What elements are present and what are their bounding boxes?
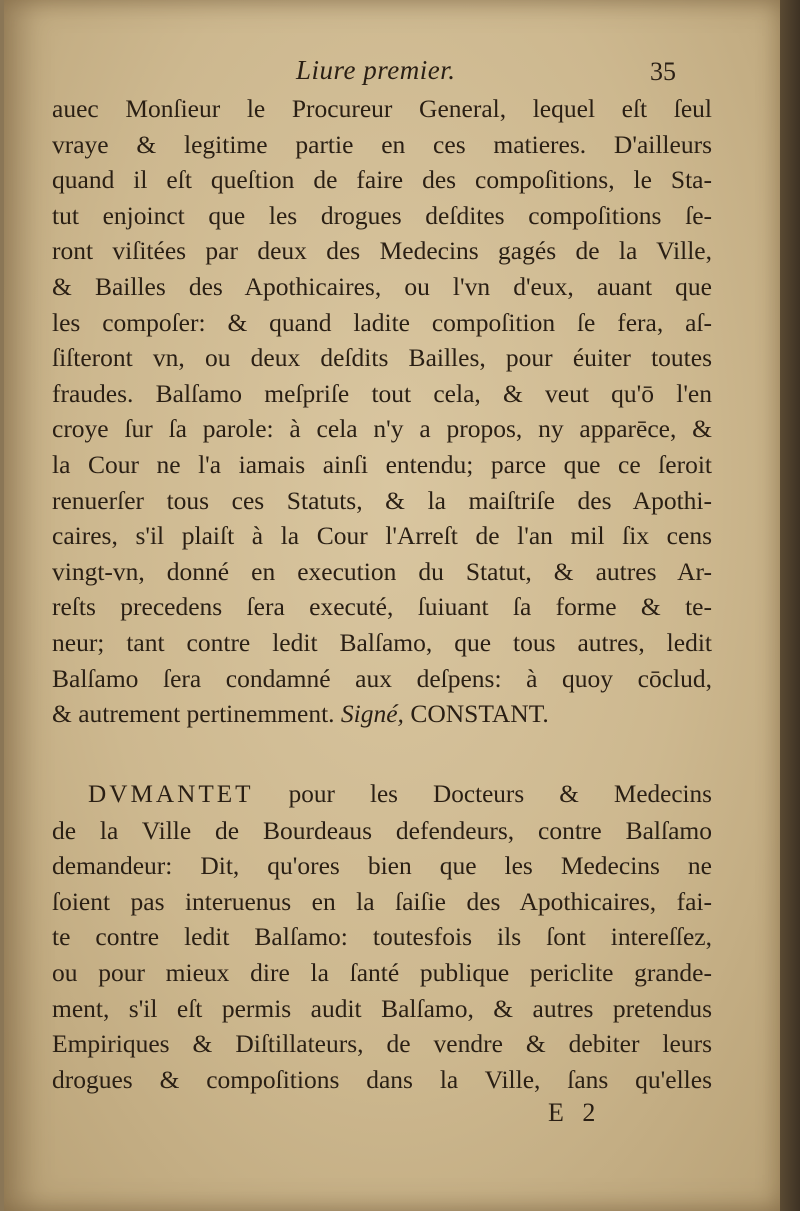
signature-mark [0,1098,800,1138]
text-line: ſiſteront vn, ou deux deſdits Bailles, pour éuiter toutes [52,343,712,373]
text-line: renuerſer tous ces Statuts, & la maiſtriſe des Apothi- [52,485,712,515]
paragraph-1 [52,91,712,732]
text-line: ment, s'il eſt permis audit Balſamo, & autres pretendus [52,993,712,1023]
text-line: Empiriques & Diſtillateurs, de vendre & debiter leurs [52,1029,712,1059]
text-line: de la Ville de Bourdeaus defendeurs, contre Balſamo [52,815,712,845]
page-edge [780,0,800,1211]
running-title: Liure premier. [296,55,456,85]
text-line: & Bailles des Apothicaires, ou l'vn d'eux, auant que [52,271,712,301]
running-head [0,55,800,95]
text-line: vingt-vn, donné en execution du Statut, & autres Ar- [52,556,712,586]
text-line: te contre ledit Balſamo: toutesfois ils ſont intereſſez, [52,922,712,952]
closing-text: & autrement pertinemment. [52,699,335,729]
text-line: croye ſur ſa parole: à cela n'y a propos, ny apparēce, & [52,414,712,444]
closing-line [52,696,712,732]
signatory-name: CONSTANT. [410,699,549,729]
opening-text: pour les Docteurs & Medecins [288,781,712,808]
text-line: fraudes. Balſamo meſpriſe tout cela, & veut qu'ō l'en [52,378,712,408]
text-line: les compoſer: & quand ladite compoſition ſe fera, aſ- [52,307,712,337]
signed-label: Signé, [340,699,404,729]
text-line: neur; tant contre ledit Balſamo, que tous autres, ledit [52,627,712,657]
opening-name: DVMANTET [88,781,254,808]
paragraph-2 [52,777,712,1097]
signature-mark-text: E 2 [548,1098,602,1127]
text-line: auec Monſieur le Procureur General, lequel eſt ſeul [52,94,712,123]
text-line: demandeur: Dit, qu'ores bien que les Medecins ne [52,851,712,881]
text-line: ſoient pas interuenus en la ſaiſie des Apothicaires, fai- [52,886,712,916]
text-line: ront viſitées par deux des Medecins gagés de la Ville, [52,236,712,266]
page-number: 35 [650,57,676,86]
text-line: ou pour mieux dire la ſanté publique periclite grande- [52,957,712,987]
text-line: quand il eſt queſtion de faire des compoſitions, le Sta- [52,165,712,195]
text-line: caires, s'il plaiſt à la Cour l'Arreſt de l'an mil ſix cens [52,521,712,551]
opening-line [52,777,712,813]
text-line: vraye & legitime partie en ces matieres. D'ailleurs [52,129,712,159]
text-line: Balſamo ſera condamné aux deſpens: à quoy cōclud, [52,663,712,693]
text-line: la Cour ne l'a iamais ainſi entendu; parce que ce ſeroit [52,449,712,479]
text-line: reſts precedens ſera executé, ſuiuant ſa forme & te- [52,592,712,622]
text-line: drogues & compoſitions dans la Ville, ſans qu'elles [52,1064,712,1094]
text-line: tut enjoinct que les drogues deſdites compoſitions ſe- [52,200,712,230]
